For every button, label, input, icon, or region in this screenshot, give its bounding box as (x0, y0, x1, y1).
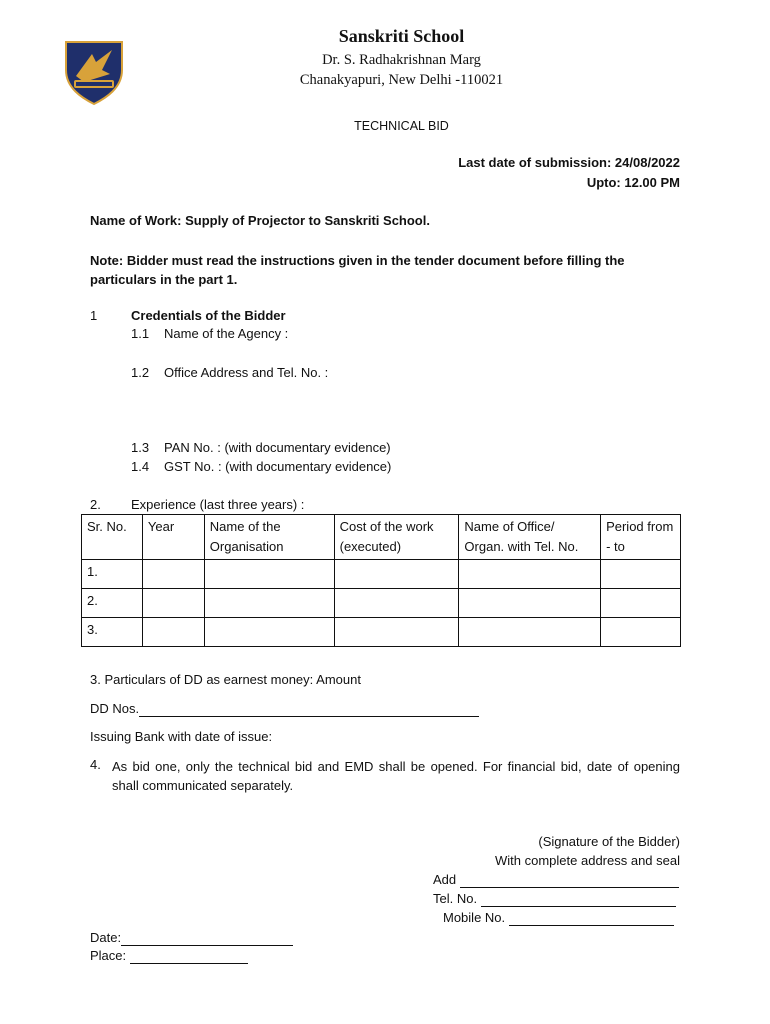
place-row (90, 948, 248, 964)
mobile-label: Mobile No. (443, 910, 506, 925)
header-period: Period from - to (601, 515, 681, 560)
experience-table (81, 514, 681, 647)
table-cell[interactable] (334, 589, 459, 618)
date-row (90, 930, 293, 946)
section-2-number: 2. (90, 497, 101, 512)
table-row (82, 560, 681, 589)
table-row (82, 589, 681, 618)
table-cell[interactable] (459, 618, 601, 647)
name-of-work: Name of Work: Supply of Projector to Sanskriti School. (90, 213, 430, 228)
date-label: Date: (90, 930, 122, 945)
table-cell[interactable] (601, 560, 681, 589)
table-cell[interactable] (204, 589, 334, 618)
signature-label: (Signature of the Bidder) (538, 834, 680, 849)
header-cost: Cost of the work (executed) (334, 515, 459, 560)
place-label: Place: (90, 948, 127, 963)
table-cell[interactable] (142, 589, 204, 618)
row-number: 1. (82, 560, 143, 589)
table-header-row (82, 515, 681, 560)
table-cell[interactable] (204, 618, 334, 647)
table-cell[interactable] (204, 560, 334, 589)
dd-nos-row (90, 701, 479, 717)
header-sr-no: Sr. No. (82, 515, 143, 560)
section-1-title: Credentials of the Bidder (131, 308, 286, 323)
signature-address-note: With complete address and seal (495, 853, 680, 868)
document-title: TECHNICAL BID (354, 119, 449, 133)
bidder-note: Note: Bidder must read the instructions given in the tender document before filling the particulars in the part 1. (90, 253, 625, 287)
table-cell[interactable] (142, 560, 204, 589)
address-line-2: Chanakyapuri, New Delhi -110021 (299, 72, 504, 88)
item-1-2-label: Office Address and Tel. No. : (164, 365, 329, 380)
issuing-bank-label: Issuing Bank with date of issue: (90, 729, 273, 744)
item-1-4-label: GST No. : (with documentary evidence) (164, 459, 392, 474)
dd-particulars: 3. Particulars of DD as earnest money: Amount (90, 672, 361, 687)
dd-nos-label: DD Nos. (90, 701, 140, 716)
item-1-2-number: 1.2 (131, 365, 150, 380)
table-cell[interactable] (459, 560, 601, 589)
item-1-1-number: 1.1 (131, 326, 150, 341)
dd-nos-blank[interactable] (139, 701, 479, 717)
school-name: Sanskriti School (338, 26, 465, 46)
item-1-3-label: PAN No. : (with documentary evidence) (164, 440, 391, 455)
address-line-1: Dr. S. Radhakrishnan Marg (322, 52, 481, 68)
section-4-text: As bid one, only the technical bid and EMD shall be opened. For financial bid, date of opening shall communicated separately. (112, 759, 680, 793)
item-1-1-label: Name of the Agency : (164, 326, 289, 341)
section-1-number: 1 (90, 308, 98, 323)
submission-time: Upto: 12.00 PM (586, 175, 680, 190)
add-blank[interactable] (460, 872, 679, 888)
header-year: Year (142, 515, 204, 560)
table-cell[interactable] (601, 589, 681, 618)
mobile-row (443, 910, 674, 926)
item-1-4-number: 1.4 (131, 459, 150, 474)
tel-blank[interactable] (481, 891, 676, 907)
item-1-3-number: 1.3 (131, 440, 150, 455)
section-4-number: 4. (90, 757, 101, 772)
table-cell[interactable] (601, 618, 681, 647)
row-number: 2. (82, 589, 143, 618)
last-date-of-submission: Last date of submission: 24/08/2022 (458, 155, 680, 170)
table-cell[interactable] (334, 618, 459, 647)
table-cell[interactable] (459, 589, 601, 618)
tel-label: Tel. No. (433, 891, 478, 906)
tel-row (433, 891, 676, 907)
table-row (82, 618, 681, 647)
row-number: 3. (82, 618, 143, 647)
header-office: Name of Office/ Organ. with Tel. No. (459, 515, 601, 560)
place-blank[interactable] (130, 948, 248, 964)
date-blank[interactable] (121, 930, 293, 946)
header-organisation: Name of the Organisation (204, 515, 334, 560)
mobile-blank[interactable] (509, 910, 674, 926)
add-row (433, 872, 679, 888)
school-crest-icon (62, 36, 126, 106)
add-label: Add (433, 872, 457, 887)
table-cell[interactable] (334, 560, 459, 589)
table-cell[interactable] (142, 618, 204, 647)
section-2-title: Experience (last three years) : (131, 497, 305, 512)
